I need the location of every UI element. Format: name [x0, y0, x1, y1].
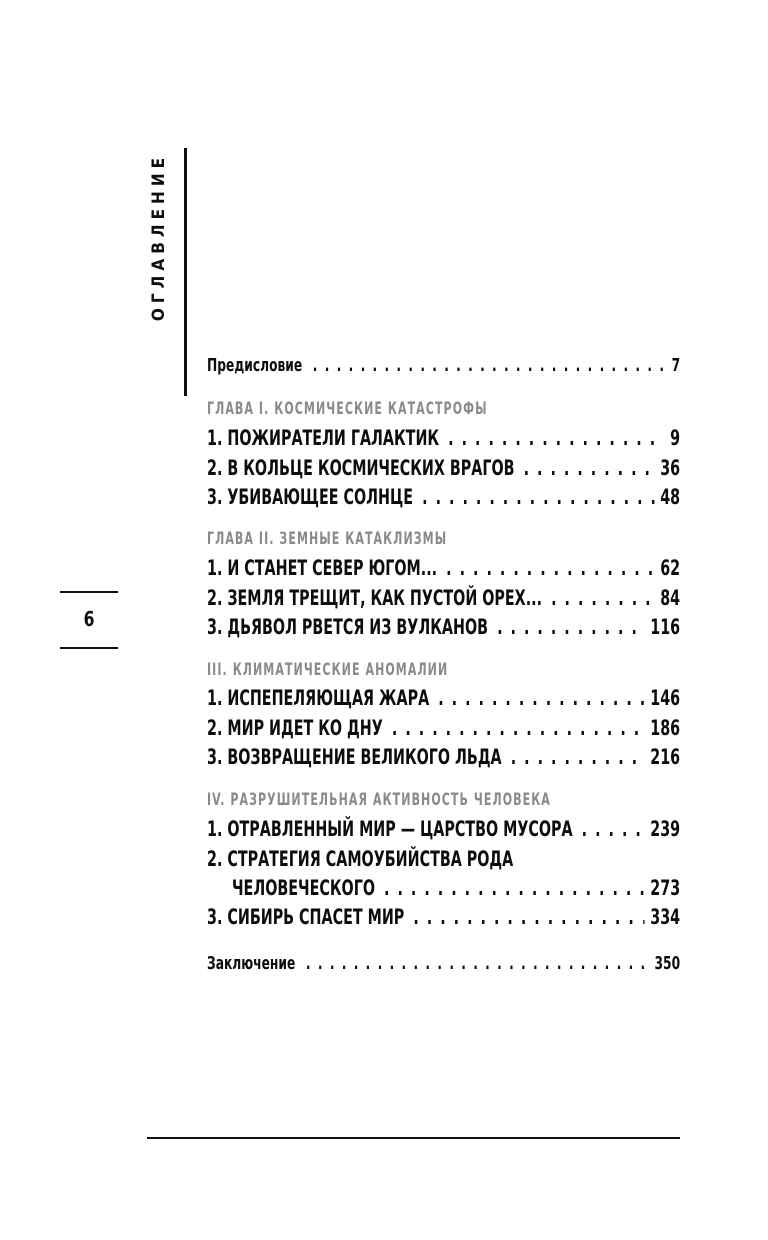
dot-leader	[438, 684, 644, 712]
chapter-heading	[207, 658, 680, 682]
dot-leader	[313, 352, 666, 380]
dot-leader	[422, 483, 654, 511]
toc-entry-title: 3. УБИВАЮЩЕЕ СОЛНЦЕ	[207, 485, 414, 509]
toc-entry-title: Предисловие	[207, 355, 303, 376]
toc-entry[interactable]	[207, 903, 680, 931]
toc-entry[interactable]	[207, 454, 680, 482]
toc-entry[interactable]	[207, 743, 680, 771]
dot-leader	[582, 815, 645, 843]
toc-entry-title: 3. ВОЗВРАЩЕНИЕ ВЕЛИКОГО ЛЬДА	[207, 745, 502, 769]
chapter-heading-text: III. КЛИМАТИЧЕСКИЕ АНОМАЛИИ	[207, 660, 449, 680]
dot-leader	[511, 743, 644, 771]
toc-entry[interactable]	[207, 584, 680, 612]
toc-entry-title: 1. ПОЖИРАТЕЛИ ГАЛАКТИК	[207, 426, 440, 450]
toc-side-title	[145, 152, 173, 322]
toc-entry-page: 146	[650, 686, 680, 710]
chapter-heading-text: IV. РАЗРУШИТЕЛЬНАЯ АКТИВНОСТЬ ЧЕЛОВЕКА	[207, 790, 551, 810]
toc-entry-preface[interactable]	[207, 352, 680, 380]
toc-entry-title: 1. И СТАНЕТ СЕВЕР ЮГОМ...	[207, 556, 438, 580]
toc-entry-page: 7	[671, 355, 680, 376]
toc-entry[interactable]	[207, 424, 680, 452]
dot-leader	[497, 613, 644, 641]
toc-entry-title: 1. ОТРАВЛЕННЫЙ МИР — ЦАРСТВО МУСОРА	[207, 817, 573, 841]
toc-entry-page: 116	[650, 615, 680, 639]
dot-leader	[448, 424, 664, 452]
chapter-heading	[207, 527, 680, 551]
toc-entry-page: 62	[660, 556, 680, 580]
chapter-heading-text: ГЛАВА II. ЗЕМНЫЕ КАТАКЛИЗМЫ	[207, 529, 448, 549]
toc-entry-page: 239	[650, 817, 680, 841]
dot-leader	[306, 950, 649, 978]
dot-leader	[384, 874, 644, 902]
dot-leader	[413, 903, 644, 931]
dot-leader	[524, 454, 655, 482]
dot-leader	[551, 584, 654, 612]
toc-entry-page: 9	[670, 426, 680, 450]
toc-entry-title: 3. СИБИРЬ СПАСЕТ МИР	[207, 905, 405, 929]
page-number-bottom-rule	[60, 647, 118, 649]
toc-entry-page: 36	[660, 456, 680, 480]
toc-entry-title: ЧЕЛОВЕЧЕСКОГО	[232, 876, 375, 900]
toc-entry-page: 334	[650, 905, 680, 929]
toc-entry-page: 273	[650, 876, 680, 900]
dot-leader	[392, 714, 644, 742]
toc-entry-title: 2. МИР ИДЕТ КО ДНУ	[207, 716, 383, 740]
toc-entry-title: 2. ЗЕМЛЯ ТРЕЩИТ, КАК ПУСТОЙ ОРЕХ...	[207, 586, 543, 610]
toc-entry-title: 1. ИСПЕПЕЛЯЮЩАЯ ЖАРА	[207, 686, 430, 710]
toc-entry[interactable]	[207, 613, 680, 641]
toc-entry[interactable]	[207, 554, 680, 582]
bottom-rule	[147, 1137, 680, 1139]
toc-title-text: ОГЛАВЛЕНИЕ	[149, 152, 170, 322]
toc-entry[interactable]	[207, 714, 680, 742]
chapter-heading	[207, 788, 680, 812]
toc-entry[interactable]	[207, 483, 680, 511]
toc-entry[interactable]	[207, 684, 680, 712]
toc-entry-page: 216	[650, 745, 680, 769]
vertical-rule	[184, 148, 187, 396]
toc-entry[interactable]	[232, 874, 680, 902]
page-number-top-rule	[60, 591, 118, 593]
toc-entry-title: 2. В КОЛЬЦЕ КОСМИЧЕСКИХ ВРАГОВ	[207, 456, 515, 480]
toc-entry-page: 48	[660, 485, 680, 509]
toc-entry[interactable]	[207, 815, 680, 843]
toc-entry-page: 186	[650, 716, 680, 740]
chapter-heading	[207, 397, 680, 421]
toc-entry-page: 350	[654, 953, 680, 974]
toc-entry-title: 2. СТРАТЕГИЯ САМОУБИЙСТВА РОДА	[207, 847, 514, 871]
toc-entry-title: 3. ДЬЯВОЛ РВЕТСЯ ИЗ ВУЛКАНОВ	[207, 615, 489, 639]
toc-entry-page: 84	[660, 586, 680, 610]
chapter-heading-text: ГЛАВА I. КОСМИЧЕСКИЕ КАТАСТРОФЫ	[207, 399, 488, 419]
toc-entry-title: Заключение	[207, 953, 296, 974]
toc-entry-title-line[interactable]	[207, 845, 680, 873]
page-number-box	[60, 591, 118, 648]
toc-entry-conclusion[interactable]	[207, 950, 680, 978]
page-number: 6	[83, 607, 95, 631]
dot-leader	[446, 554, 654, 582]
